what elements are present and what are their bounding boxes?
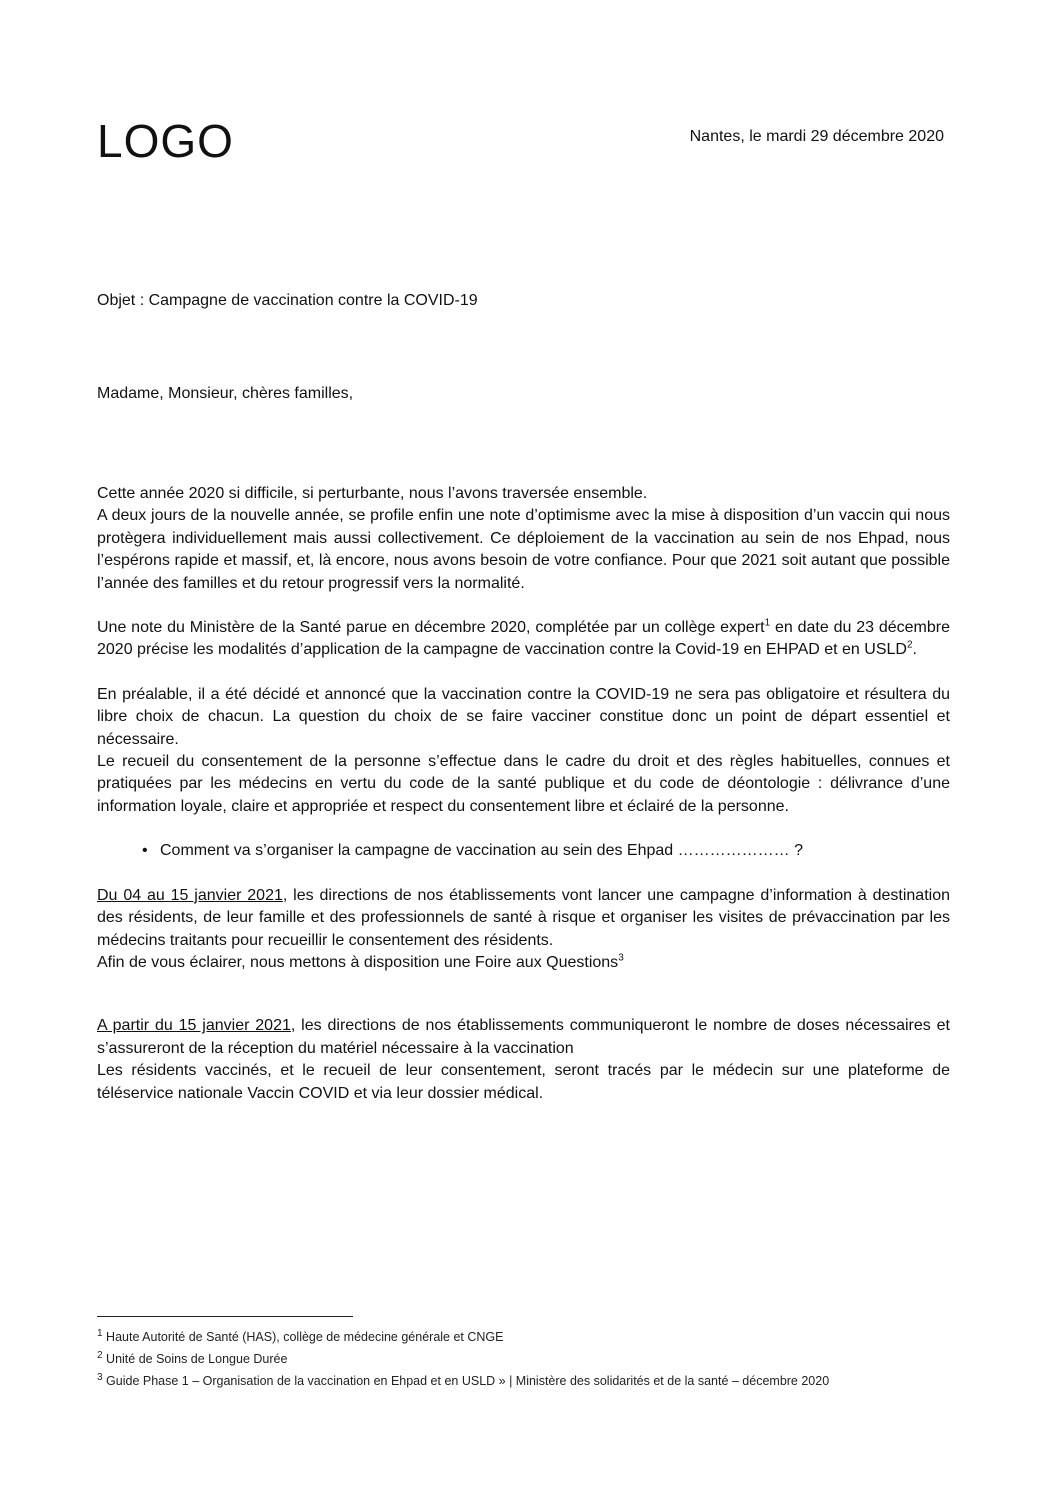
start-date-underlined: A partir du 15 janvier 2021 xyxy=(97,1017,291,1035)
footnote-number: 2 xyxy=(97,1349,103,1361)
question-bullet: • Comment va s’organiser la campagne de vaccination au sein des Ehpad ………………… ? xyxy=(97,840,950,862)
footnote-text: Unité de Soins de Longue Durée xyxy=(102,1352,288,1366)
ministry-note-text-c: . xyxy=(912,641,917,659)
letter-body xyxy=(97,483,950,1105)
letter-date: Nantes, le mardi 29 décembre 2020 xyxy=(689,128,944,145)
letter-subject: Objet : Campagne de vaccination contre la COVID-19 xyxy=(97,292,478,309)
footnote-ref-1: 1 xyxy=(764,617,771,629)
paragraph-consent: Le recueil du consentement de la personne s’effectue dans le cadre du droit et des règles habituelles, connues et pratiquées par les médecins en vertu du code de la santé publique et du code de déontologie : délivrance d’une information loyale, claire et appropriée et respect du consentement libre et éclairé de la personne. xyxy=(97,753,950,815)
paragraph-tracking: Les résidents vaccinés, et le recueil de leur consentement, seront tracés par le médecin sur une plateforme de téléservice nationale Vaccin COVID et via leur dossier médical. xyxy=(97,1062,950,1102)
footnote-text: Guide Phase 1 – Organisation de la vaccination en Ehpad et en USLD » | Ministère des solidarités et de la santé – décembre 2020 xyxy=(102,1374,830,1388)
paragraph-free-choice: En préalable, il a été décidé et annoncé que la vaccination contre la COVID-19 ne sera pas obligatoire et résultera du libre choix de chacun. La question du choix de se faire vacciner constitue donc un point de départ essentiel et nécessaire. xyxy=(97,685,950,748)
ministry-note-text-a: Une note du Ministère de la Santé parue en décembre 2020, complétée par un collège expert xyxy=(97,619,765,637)
footnote-text: Haute Autorité de Santé (HAS), collège de médecine générale et CNGE xyxy=(102,1330,504,1344)
doses-text: , les directions de nos établissements communiqueront le nombre de doses nécessaires et s’assureront de la réception du matériel nécessaire à la vaccination xyxy=(97,1017,950,1057)
footnote-number: 3 xyxy=(97,1371,103,1383)
footnote-ref-2: 2 xyxy=(906,640,913,652)
paragraph-intro-line xyxy=(97,483,950,505)
footnote-divider xyxy=(97,1316,353,1317)
paragraph-faq xyxy=(97,952,950,974)
intro-line-text: Cette année 2020 si difficile, si perturbante, nous l’avons traversée ensemble. xyxy=(97,485,648,502)
question-bullet-list xyxy=(97,840,950,862)
faq-text: Afin de vous éclairer, nous mettons à disposition une Foire aux Questions xyxy=(97,953,619,971)
letter-greeting: Madame, Monsieur, chères familles, xyxy=(97,385,354,402)
paragraph-doses xyxy=(97,1015,950,1060)
paragraph-info-campaign xyxy=(97,885,950,952)
paragraph-intro: A deux jours de la nouvelle année, se profile enfin une note d’optimisme avec la mise à disposition d’un vaccin qui nous protègera individuellement mais aussi collectivement. Ce déploiement de la vaccination au sein de nos Ehpad, nous l’espérons rapide et massif, et, là encore, nous avons besoin de votre confiance. Pour que 2021 soit autant que possible l’année des familles et du retour progressif vers la normalité. xyxy=(97,507,950,592)
footnote-1 xyxy=(97,1326,957,1348)
ministry-note-text-b: en date du 23 décembre 2020 précise les modalités d’application de la campagne de vaccination contre la Covid-19 en EHPAD et en USLD xyxy=(97,619,951,659)
logo-placeholder: LOGO xyxy=(97,115,234,167)
footnote-number: 1 xyxy=(97,1327,103,1339)
footnote-2 xyxy=(97,1348,957,1370)
date-range-underlined: Du 04 au 15 janvier 2021 xyxy=(97,886,283,904)
info-campaign-text: , les directions de nos établissements vont lancer une campagne d’information à destination des résidents, de leur famille et des professionnels de santé à risque et organiser les visites de prévaccination par les médecins traitants pour recueillir le consentement des résidents. xyxy=(97,886,951,949)
footnote-3 xyxy=(97,1370,957,1392)
paragraph-ministry-note xyxy=(97,617,950,662)
footnote-ref-3: 3 xyxy=(618,952,624,964)
footnotes xyxy=(97,1326,957,1392)
